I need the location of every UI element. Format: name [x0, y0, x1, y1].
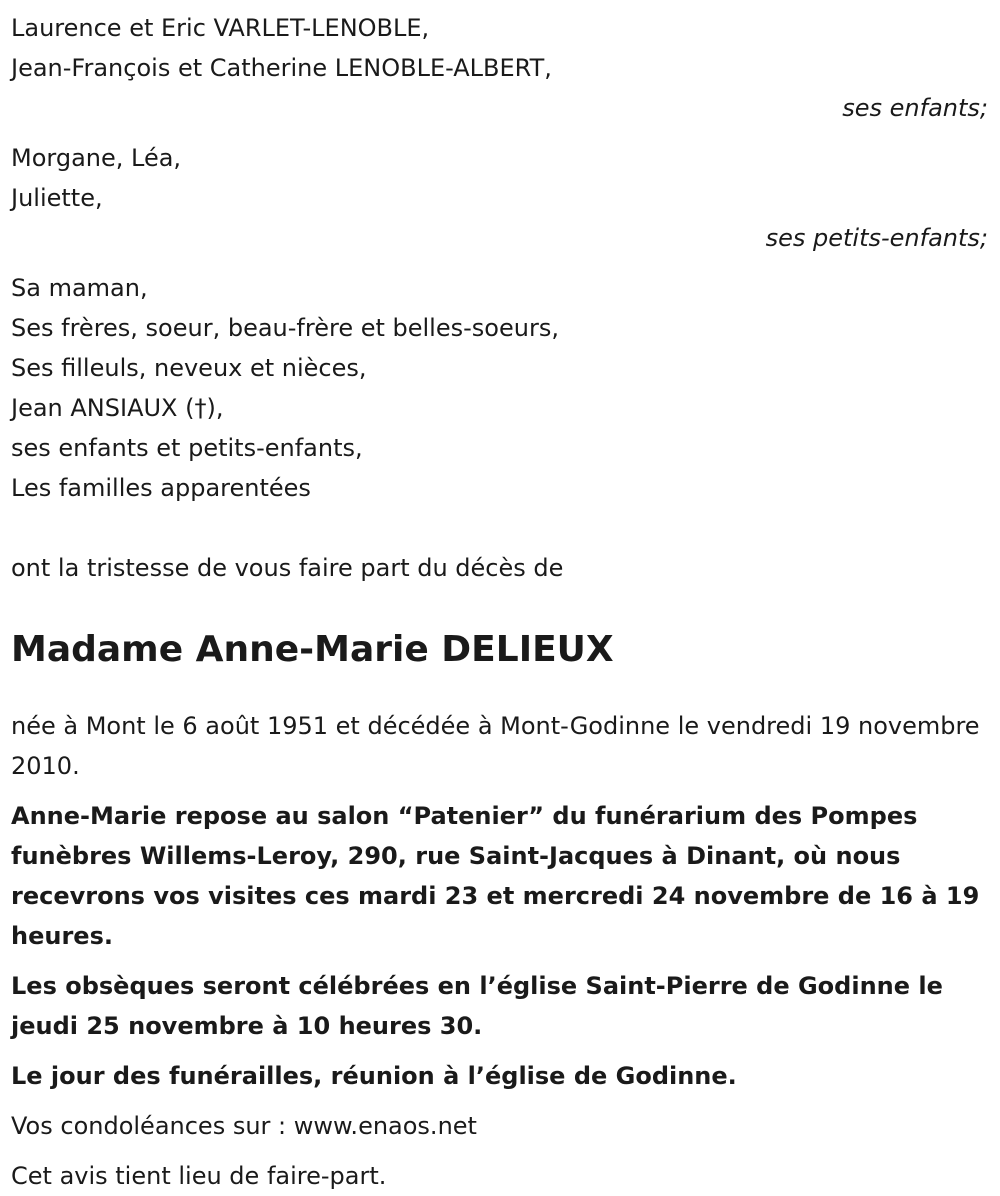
- grandchild-entry: Morgane, Léa,: [11, 144, 182, 172]
- children-list: [11, 8, 990, 88]
- child-entry: Jean-François et Catherine LENOBLE-ALBERT,: [11, 54, 552, 82]
- gathering-info: Le jour des funérailles, réunion à l’église de Godinne.: [11, 1062, 737, 1090]
- birth-death-info: née à Mont le 6 août 1951 et décédée à Mont-Godinne le vendredi 19 novembre 2010.: [11, 712, 980, 780]
- relative-entry: Jean ANSIAUX (†),: [11, 394, 224, 422]
- grandchild-entry: Juliette,: [11, 184, 103, 212]
- closing-note: Cet avis tient lieu de faire-part.: [11, 1162, 387, 1190]
- grandchildren-list: [11, 138, 990, 218]
- relative-entry: Ses frères, soeur, beau-frère et belles-soeurs,: [11, 314, 559, 342]
- relative-entry: Les familles apparentées: [11, 474, 311, 502]
- visitation-info: Anne-Marie repose au salon “Patenier” du funérarium des Pompes funèbres Willems-Leroy, 290, rue Saint-Jacques à Dinant, où nous recevrons vos visites ces mardi 23 et mercredi 24 novembre de 16 à 19 heures.: [11, 802, 980, 950]
- grandchildren-role-label: ses petits-enfants;: [765, 224, 988, 252]
- funeral-info: Les obsèques seront célébrées en l’église Saint-Pierre de Godinne le jeudi 25 novembre à 10 heures 30.: [11, 972, 943, 1040]
- deceased-name: Madame Anne-Marie DELIEUX: [11, 629, 614, 670]
- relative-entry: ses enfants et petits-enfants,: [11, 434, 363, 462]
- relative-entry: Sa maman,: [11, 274, 148, 302]
- condolences-info: Vos condoléances sur : www.enaos.net: [11, 1112, 477, 1140]
- child-entry: Laurence et Eric VARLET-LENOBLE,: [11, 14, 430, 42]
- other-relatives-list: [11, 268, 990, 508]
- relative-entry: Ses filleuls, neveux et nièces,: [11, 354, 367, 382]
- children-role-label: ses enfants;: [842, 94, 988, 122]
- announcement-text: ont la tristesse de vous faire part du décès de: [11, 554, 564, 582]
